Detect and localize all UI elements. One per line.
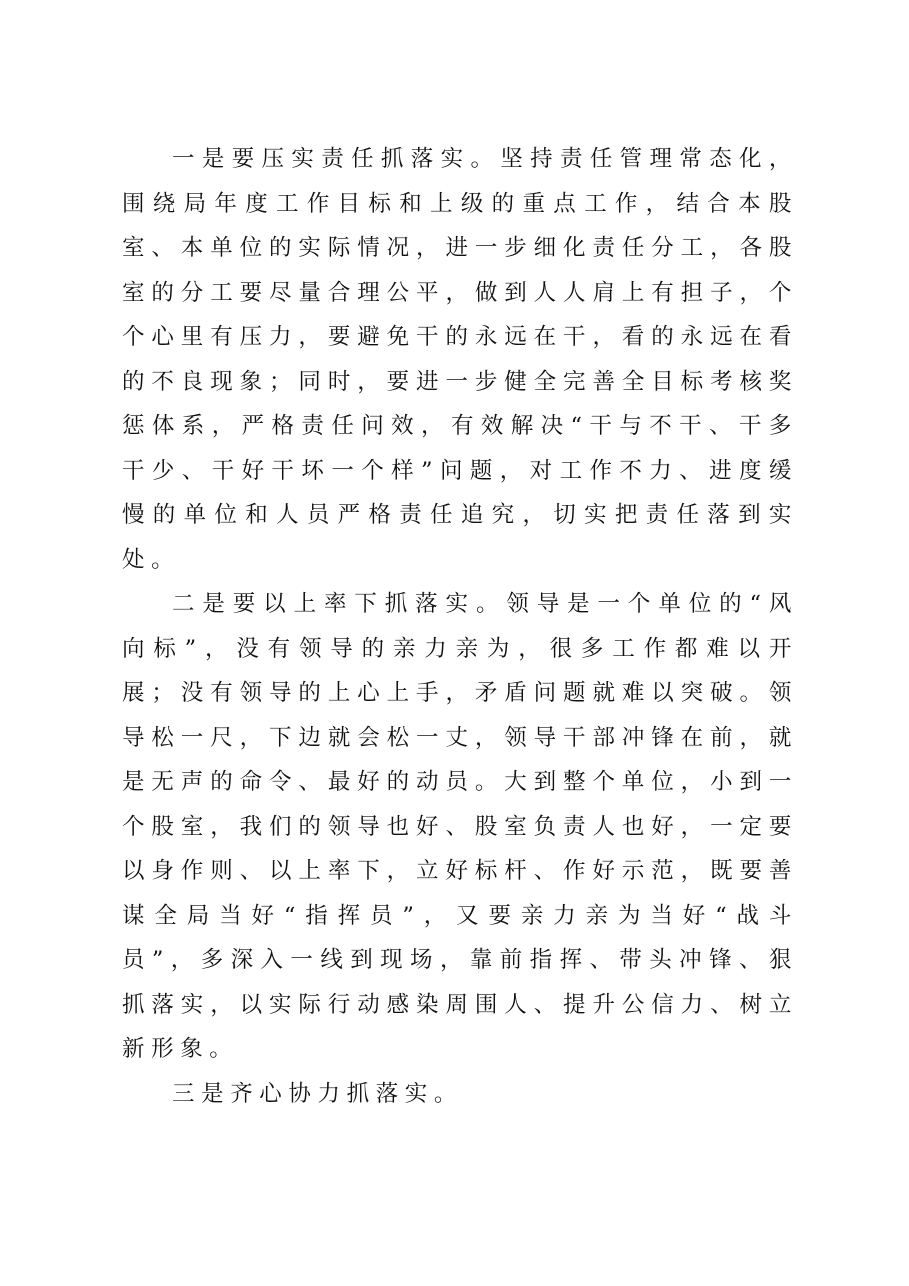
paragraph-responsibility: 一是要压实责任抓落实。坚持责任管理常态化，围绕局年度工作目标和上级的重点工作，结合本股室、本单位的实际情况，进一步细化责任分工，各股室的分工要尽量合理公平，做到人人肩上有担子，个个心里有压力，要避免干的永远在干，看的永远在看的不良现象；同时，要进一步健全完善全目标考核奖惩体系，严格责任问效，有效解决“干与不干、干多干少、干好干坏一个样”问题，对工作不力、进度缓慢的单位和人员严格责任追究，切实把责任落到实处。 <box>122 146 798 573</box>
paragraph-cooperation: 三是齐心协力抓落实。 <box>172 1080 464 1107</box>
document-body <box>122 137 798 1116</box>
paragraph-leadership: 二是要以上率下抓落实。领导是一个单位的“风向标”，没有领导的亲力亲为，很多工作都难以开展；没有领导的上心上手，矛盾问题就难以突破。领导松一尺，下边就会松一丈，领导干部冲锋在前，就是无声的命令、最好的动员。大到整个单位，小到一个股室，我们的领导也好、股室负责人也好，一定要以身作则、以上率下，立好标杆、作好示范，既要善谋全局当好“指挥员”，又要亲力亲为当好“战斗员”，多深入一线到现场，靠前指挥、带头冲锋、狠抓落实，以实际行动感染周围人、提升公信力、树立新形象。 <box>122 591 798 1062</box>
